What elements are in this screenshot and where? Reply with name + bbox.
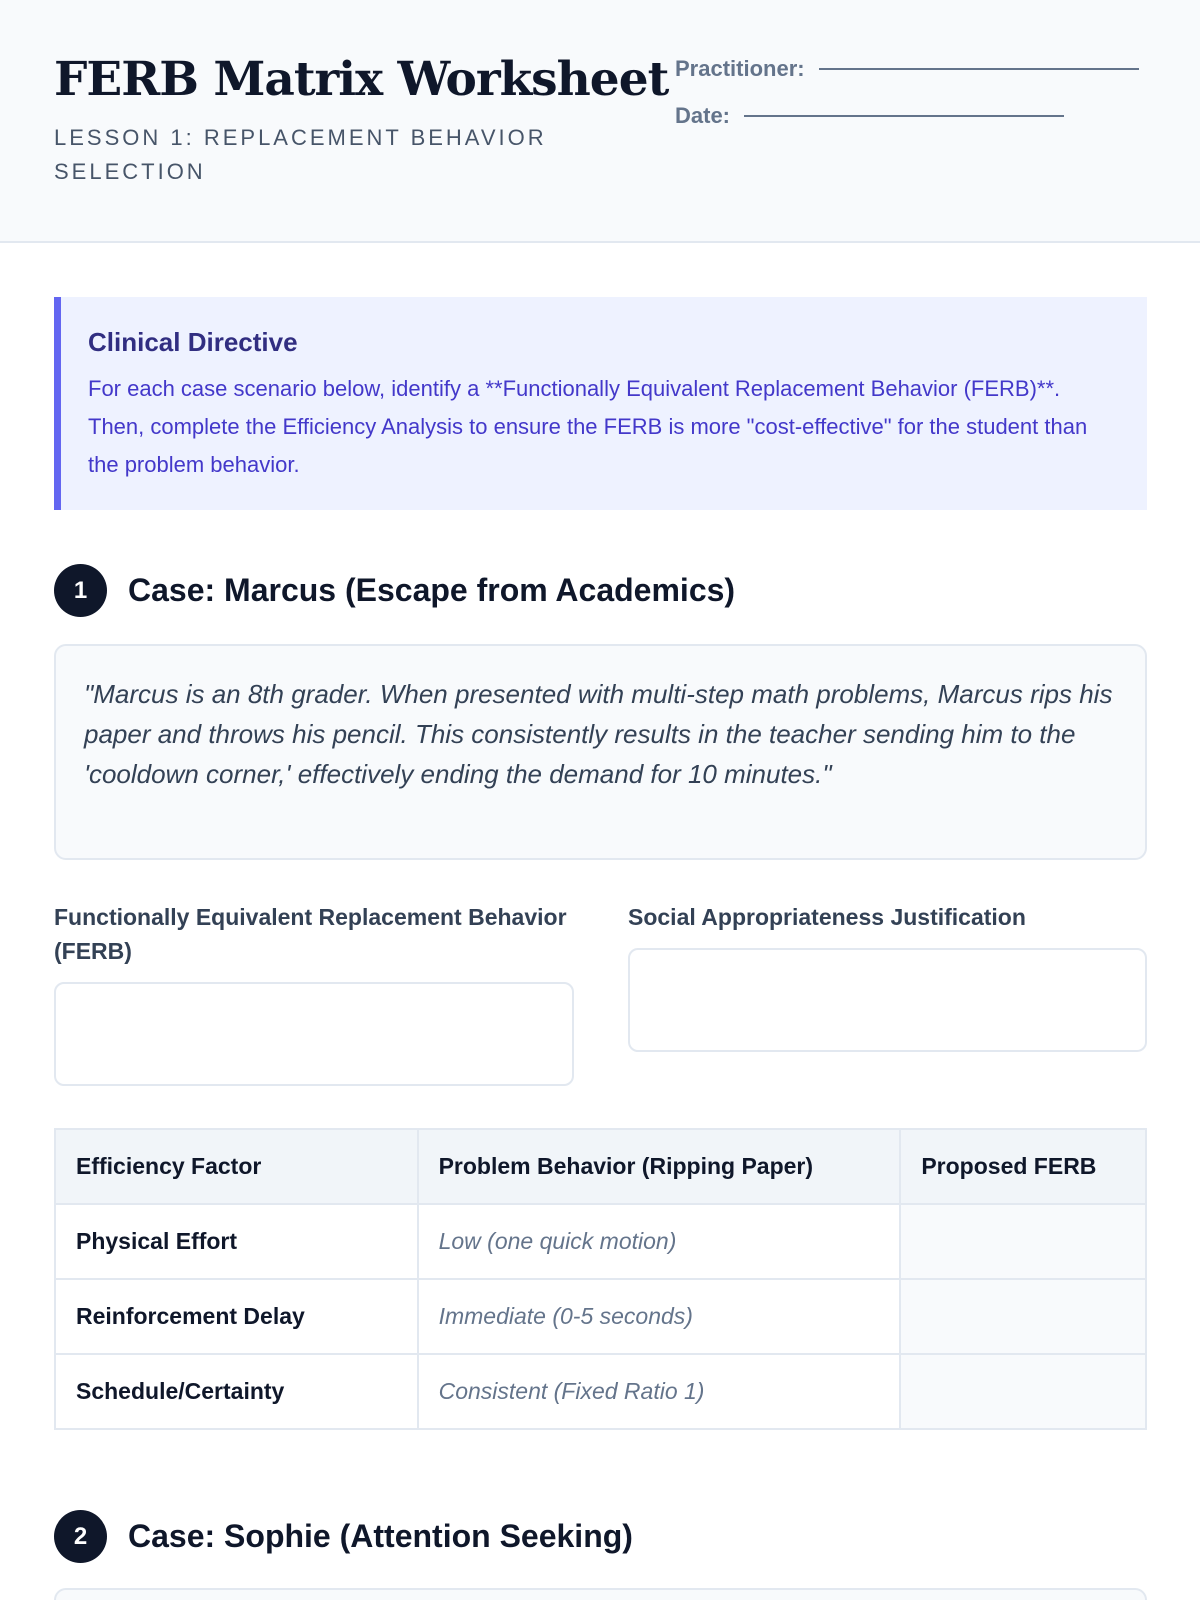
efficiency-table <box>54 1128 1147 1430</box>
ferb-label: Functionally Equivalent Replacement Behavior (FERB) <box>54 904 567 964</box>
directive-text: For each case scenario below, identify a **Functionally Equivalent Replacement Behavior (FERB)**. Then, complete the Efficiency Analysis to ensure the FERB is more "cost-effective" for the student than the problem behavior. <box>88 376 1088 477</box>
practitioner-line[interactable] <box>819 68 1139 70</box>
practitioner-field <box>675 56 1139 82</box>
table-row <box>55 1354 1146 1429</box>
problem-behavior-cell: Low (one quick motion) <box>418 1204 901 1279</box>
problem-behavior-cell: Immediate (0-5 seconds) <box>418 1279 901 1354</box>
proposed-ferb-cell[interactable] <box>900 1204 1146 1279</box>
case-scenario: "Marcus is an 8th grader. When presented with multi-step math problems, Marcus rips his paper and throws his pencil. This consistently results in the teacher sending him to the 'cooldown corner,' effectively ending the demand for 10 minutes." <box>54 644 1147 860</box>
case-number-badge: 1 <box>54 564 107 617</box>
case-1-header <box>54 564 735 617</box>
table-row <box>55 1204 1146 1279</box>
case-2-header <box>54 1510 633 1563</box>
proposed-ferb-cell[interactable] <box>900 1354 1146 1429</box>
efficiency-factor-cell: Schedule/Certainty <box>55 1354 418 1429</box>
practitioner-label: Practitioner: <box>675 56 805 81</box>
table-row <box>55 1279 1146 1354</box>
date-label: Date: <box>675 103 731 128</box>
column-header: Proposed FERB <box>900 1129 1146 1204</box>
clinical-directive <box>54 297 1147 510</box>
case-title: Case: Sophie (Attention Seeking) <box>128 1518 633 1554</box>
date-field <box>675 103 1064 129</box>
justification-label: Social Appropriateness Justification <box>628 904 1026 930</box>
column-header: Efficiency Factor <box>55 1129 418 1204</box>
page-subtitle: LESSON 1: REPLACEMENT BEHAVIOR SELECTION <box>54 125 547 184</box>
case-title: Case: Marcus (Escape from Academics) <box>128 572 736 608</box>
directive-title: Clinical Directive <box>88 327 298 357</box>
proposed-ferb-cell[interactable] <box>900 1279 1146 1354</box>
column-header: Problem Behavior (Ripping Paper) <box>418 1129 901 1204</box>
table-header-row <box>55 1129 1146 1204</box>
case-number-badge: 2 <box>54 1510 107 1563</box>
case-scenario <box>54 1588 1147 1600</box>
ferb-input[interactable] <box>54 982 574 1086</box>
worksheet-header <box>0 0 1200 243</box>
efficiency-factor-cell: Reinforcement Delay <box>55 1279 418 1354</box>
problem-behavior-cell: Consistent (Fixed Ratio 1) <box>418 1354 901 1429</box>
efficiency-factor-cell: Physical Effort <box>55 1204 418 1279</box>
justification-input[interactable] <box>628 948 1147 1052</box>
page-title: FERB Matrix Worksheet <box>54 52 669 107</box>
date-line[interactable] <box>744 115 1064 117</box>
